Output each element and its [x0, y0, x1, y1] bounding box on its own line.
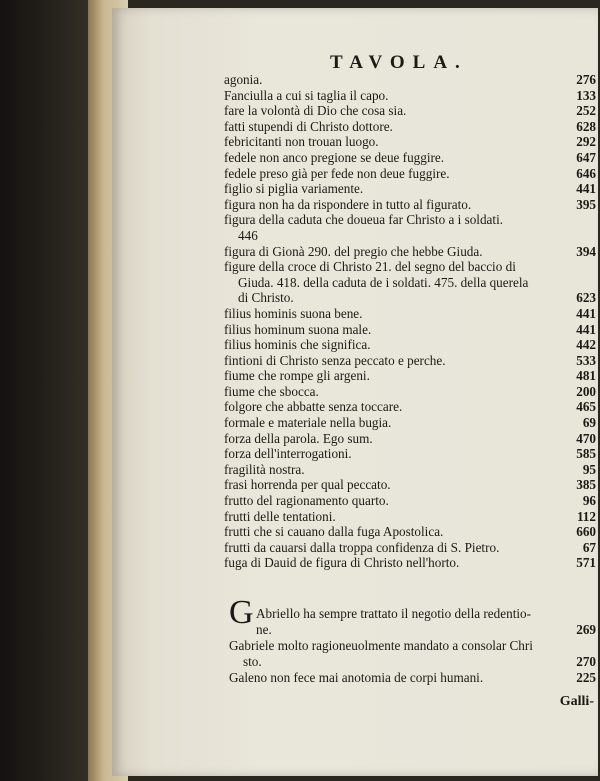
index-entry	[224, 431, 596, 447]
index-entry	[224, 306, 596, 322]
entry-text: Galeno non fece mai anotomia de corpi humani.	[229, 670, 484, 685]
entry-page-number: 252	[576, 103, 596, 119]
entry-text: figura di Gionà 290. del pregio che hebbe Giuda.	[224, 243, 483, 259]
entry-text: fuga di Dauid de figura di Christo nell'horto.	[224, 555, 460, 571]
entry-text: formale e materiale nella bugia.	[224, 415, 392, 431]
index-entry	[256, 606, 596, 622]
index-entry	[224, 368, 596, 384]
entry-page-number: 200	[576, 383, 596, 399]
entry-page-number: 112	[576, 508, 596, 524]
entry-text: Giuda. 418. della caduta de i soldati. 475. della querela	[238, 274, 529, 290]
index-entry	[256, 622, 596, 638]
dark-background	[0, 0, 100, 781]
entry-text: ne.	[256, 622, 272, 637]
entry-page-number: 276	[576, 72, 596, 87]
entry-text: filius hominis che significa.	[224, 337, 371, 353]
entry-page-number: 628	[576, 118, 596, 134]
entry-text: frutti delle tentationi.	[224, 508, 336, 524]
entry-text: figure della croce di Christo 21. del segno del baccio di	[224, 259, 516, 275]
entry-page-number: 96	[582, 493, 596, 509]
entry-page-number: 394	[576, 243, 596, 259]
index-entry	[224, 88, 596, 104]
entry-page-number: 385	[576, 477, 596, 493]
entry-text: fare la volontà di Dio che cosa sia.	[224, 103, 407, 119]
entry-page-number: 646	[576, 165, 596, 181]
index-entry	[229, 638, 596, 654]
entry-text: figura non ha da rispondere in tutto al figurato.	[224, 196, 472, 212]
entry-page-number: 395	[576, 196, 596, 212]
index-entry	[224, 493, 596, 509]
entry-page-number: 442	[576, 337, 596, 353]
entry-page-number: 533	[576, 352, 596, 368]
entry-page-number: 225	[576, 670, 596, 685]
entry-text: fiume che rompe gli argeni.	[224, 368, 370, 384]
entry-text: febricitanti non trouan luogo.	[224, 134, 379, 150]
entry-page-number: 571	[576, 555, 596, 571]
index-entry	[224, 290, 596, 306]
entry-page-number: 133	[576, 87, 596, 103]
entry-text: Gabriele molto ragioneuolmente mandato a consolar Chri	[229, 638, 533, 653]
index-entry	[224, 150, 596, 166]
entry-text: figura della caduta che doueua far Christo a i soldati.	[224, 212, 504, 228]
entry-page-number: 441	[576, 181, 596, 197]
index-entry	[224, 509, 596, 525]
index-entry	[224, 353, 596, 369]
entry-text: forza dell'interrogationi.	[224, 446, 352, 462]
index-entry	[224, 181, 596, 197]
entry-text: filius hominis suona bene.	[224, 305, 363, 321]
index-entry	[224, 103, 596, 119]
index-entry	[229, 670, 596, 686]
entry-text: di Christo.	[238, 290, 294, 306]
entry-text: fedele preso già per fede non deue fuggire.	[224, 165, 450, 181]
entry-page-number: 660	[576, 524, 596, 540]
index-entry	[224, 166, 596, 182]
catchword: Galli-	[559, 694, 594, 709]
entry-page-number: 441	[576, 321, 596, 337]
entry-text: frutto del ragionamento quarto.	[224, 493, 389, 509]
index-entry	[224, 275, 596, 291]
entry-page-number: 585	[576, 446, 596, 462]
index-entry	[243, 654, 596, 670]
entry-page-number: 95	[582, 461, 596, 477]
index-entry	[224, 399, 596, 415]
index-entry	[224, 197, 596, 213]
entry-text: 446	[238, 227, 258, 243]
entry-page-number: 623	[576, 290, 596, 306]
drop-cap-initial: G	[229, 594, 254, 631]
entry-text: sto.	[243, 654, 262, 669]
entry-text: agonia.	[224, 72, 263, 87]
index-entry	[224, 228, 596, 244]
index-entry	[224, 337, 596, 353]
entry-text: folgore che abbatte senza toccare.	[224, 399, 403, 415]
index-entry	[224, 555, 596, 571]
entry-text: filius hominum suona male.	[224, 321, 372, 337]
entry-text: frutti da cauarsi dalla troppa confidenza di S. Pietro.	[224, 539, 500, 555]
index-entry	[224, 244, 596, 260]
entry-text: fedele non anco pregione se deue fuggire.	[224, 149, 445, 165]
index-entry	[224, 72, 596, 88]
index-entry	[224, 134, 596, 150]
entry-text: fragilità nostra.	[224, 461, 305, 477]
index-entry	[224, 384, 596, 400]
index-entry	[224, 212, 596, 228]
entry-page-number: 470	[576, 430, 596, 446]
entry-text: fintioni di Christo senza peccato e perche.	[224, 352, 446, 368]
page-header: TAVOLA.	[330, 52, 468, 73]
entry-text: Fanciulla a cui si taglia il capo.	[224, 87, 389, 103]
index-entry	[224, 415, 596, 431]
entry-text: frutti che si cauano dalla fuga Apostolica.	[224, 524, 444, 540]
index-entry	[224, 477, 596, 493]
entry-page-number: 69	[582, 415, 596, 431]
entry-page-number: 292	[576, 134, 596, 150]
entry-page-number: 481	[576, 368, 596, 384]
index-entries-f	[224, 72, 596, 571]
entry-text: fiume che sbocca.	[224, 383, 319, 399]
entry-page-number: 270	[576, 654, 596, 669]
entry-text: Abriello ha sempre trattato il negotio della redentio-	[256, 606, 532, 621]
entry-page-number: 441	[576, 305, 596, 321]
index-entry	[224, 540, 596, 556]
index-entry	[224, 446, 596, 462]
index-entry	[224, 259, 596, 275]
index-entry	[224, 524, 596, 540]
entry-page-number: 269	[576, 622, 596, 637]
entry-text: figlio si piglia variamente.	[224, 181, 364, 197]
entry-page-number: 647	[576, 149, 596, 165]
entry-page-number: 67	[582, 539, 596, 555]
entry-text: frasi horrenda per qual peccato.	[224, 477, 391, 493]
entry-text: forza della parola. Ego sum.	[224, 430, 373, 446]
index-entry	[224, 119, 596, 135]
index-entry	[224, 462, 596, 478]
index-entry	[224, 322, 596, 338]
entry-text: fatti stupendi di Christo dottore.	[224, 118, 393, 134]
entry-page-number: 465	[576, 399, 596, 415]
